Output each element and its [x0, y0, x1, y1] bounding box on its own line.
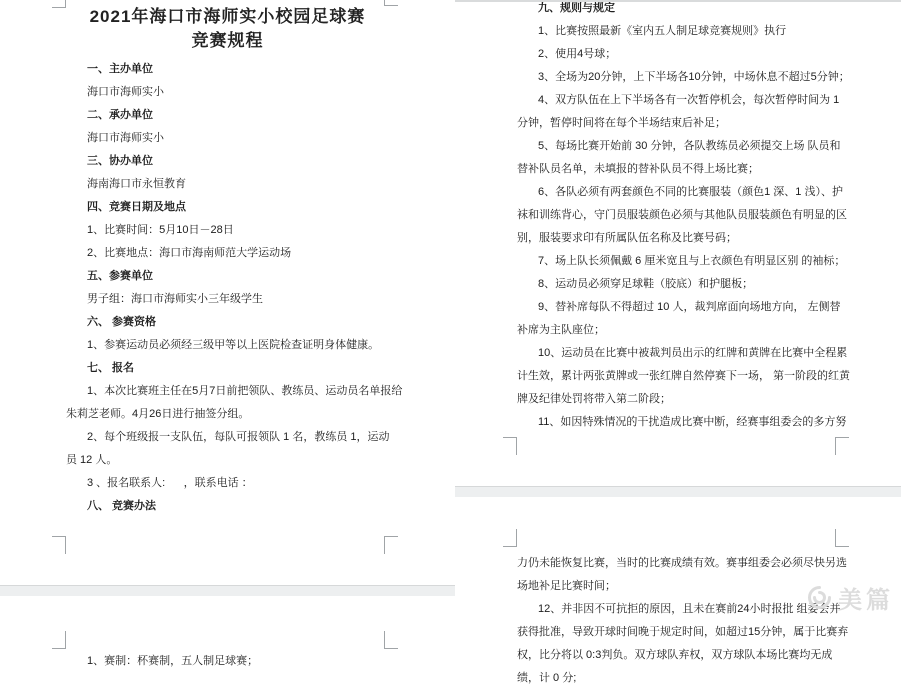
- watermark-brand-text: 美篇: [838, 587, 894, 614]
- document-title-line-1: 2021年海口市海师实小校园足球赛: [89, 7, 366, 26]
- document-line: 朱莉芝老师。4月26日进行抽签分组。: [66, 408, 250, 420]
- document-line: 1、本次比赛班主任在5月7日前把领队、教练员、运动员名单报给: [87, 385, 403, 397]
- document-line: 男子组：海口市海师实小三年级学生: [87, 293, 263, 305]
- document-line: 1、比赛时间：5月10日－28日: [87, 224, 234, 236]
- document-line: 绩，计 0 分;: [517, 672, 577, 684]
- document-line: 11、如因特殊情况的干扰造成比赛中断，经赛事组委会的多方努: [538, 416, 847, 428]
- page-break-band-right: [455, 486, 901, 497]
- crop-mark-bottom-right: [384, 536, 398, 554]
- document-title: [0, 5, 455, 53]
- document-line: 5、每场比赛开始前 30 分钟，各队教练员必须提交上场 队员和: [538, 140, 841, 152]
- document-line: 12、并非因不可抗拒的原因，且未在赛前24小时报批 组委会并: [538, 603, 841, 615]
- section-heading: 四、竞赛日期及地点: [87, 201, 186, 213]
- document-line: 1、赛制：杯赛制，五人制足球赛；: [87, 655, 259, 667]
- document-line: 别，服装要求印有所属队伍名称及比赛号码；: [517, 232, 737, 244]
- crop-mark-top-right: [384, 631, 398, 649]
- document-line: 场地补足比赛时间；: [517, 580, 616, 592]
- right-page1-text: [517, 0, 901, 434]
- document-line: 力仍未能恢复比赛，当时的比赛成绩有效。赛事组委会必须尽快另选: [517, 557, 847, 569]
- section-heading: 八、 竞赛办法: [87, 500, 157, 512]
- right-page2-text: [517, 552, 901, 690]
- document-line: 9、替补席每队不得超过 10 人，裁判席面向场地方向， 左侧替: [538, 301, 841, 313]
- document-line: 2、比赛地点：海口市海南师范大学运动场: [87, 247, 292, 259]
- document-line: 海口市海师实小: [87, 132, 164, 144]
- document-line: 海南海口市永恒教育: [87, 178, 186, 190]
- right-page-column: [455, 0, 901, 684]
- section-heading: 六、 参赛资格: [87, 316, 157, 328]
- meipian-logo-icon: [806, 584, 833, 611]
- crop-mark-bottom-left: [52, 536, 66, 554]
- section-heading: 九、规则与规定: [538, 2, 615, 14]
- section-heading: 七、 报名: [87, 362, 135, 374]
- crop-mark-bottom-left: [503, 437, 517, 455]
- document-line: 员 12 人。: [66, 454, 118, 466]
- document-line: 计生效，累计两张黄牌或一张红牌自然停赛下一场， 第一阶段的红黄: [517, 370, 851, 382]
- document-line: 2、每个班级报一支队伍，每队可报领队 1 名，教练员 1，运动: [87, 431, 390, 443]
- crop-mark-top-left-cut: [52, 0, 66, 8]
- crop-mark-bottom-right: [835, 437, 849, 455]
- document-line: 海口市海师实小: [87, 86, 164, 98]
- document-line: 权，比分将以 0:3判负。双方球队弃权，双方球队本场比赛均无成: [517, 649, 833, 661]
- meipian-watermark: [806, 580, 894, 615]
- left-page1-text: [66, 58, 450, 518]
- document-line: 3、全场为20分钟，上下半场各10分钟，中场休息不超过5分钟；: [538, 71, 850, 83]
- section-heading: 五、参赛单位: [87, 270, 153, 282]
- section-heading: 三、协办单位: [87, 155, 153, 167]
- crop-mark-top-left: [52, 631, 66, 649]
- document-line: 补席为主队座位；: [517, 324, 605, 336]
- document-line: 牌及纪律处罚将带入第二阶段；: [517, 393, 671, 405]
- document-line: 分钟，暂停时间将在每个半场结束后补足；: [517, 117, 726, 129]
- section-heading: 二、承办单位: [87, 109, 153, 121]
- document-line: 8、运动员必须穿足球鞋（胶底）和护腿板；: [538, 278, 754, 290]
- document-line: 7、场上队长须佩戴 6 厘米宽且与上衣颜色有明显区别 的袖标；: [538, 255, 846, 267]
- document-line: 3 、报名联系人: ，联系电话 ：: [87, 477, 253, 489]
- document-line: 10、运动员在比赛中被裁判员出示的红牌和黄牌在比赛中全程累: [538, 347, 848, 359]
- crop-mark-top-right: [835, 529, 849, 547]
- document-line: 1、参赛运动员必须经三级甲等以上医院检查证明身体健康。: [87, 339, 380, 351]
- left-page2-text: [66, 650, 450, 673]
- document-line: 1、比赛按照最新《室内五人制足球竞赛规则》执行: [538, 25, 787, 37]
- document-line: 袜和训练背心，守门员服装颜色必须与其他队员服装颜色有明显的区: [517, 209, 847, 221]
- crop-mark-top-right-cut: [384, 0, 398, 6]
- left-page-column: [0, 0, 455, 675]
- document-line: 4、双方队伍在上下半场各有一次暂停机会，每次暂停时间为 1: [538, 94, 840, 106]
- document-line: 获得批准，导致开球时间晚于规定时间，如超过15分钟，属于比赛弃: [517, 626, 849, 638]
- document-line: 2、使用4号球；: [538, 48, 617, 60]
- document-line: 替补队员名单，未填报的替补队员不得上场比赛；: [517, 163, 759, 175]
- page-break-band-left: [0, 585, 455, 596]
- document-line: 6、各队必须有两套颜色不同的比赛服装（颜色1 深、1 浅）、护: [538, 186, 843, 198]
- page-break-band-right-top-cut: [455, 0, 901, 2]
- section-heading: 一、主办单位: [87, 63, 153, 75]
- crop-mark-top-left: [503, 529, 517, 547]
- document-title-line-2: 竞赛规程: [191, 31, 264, 50]
